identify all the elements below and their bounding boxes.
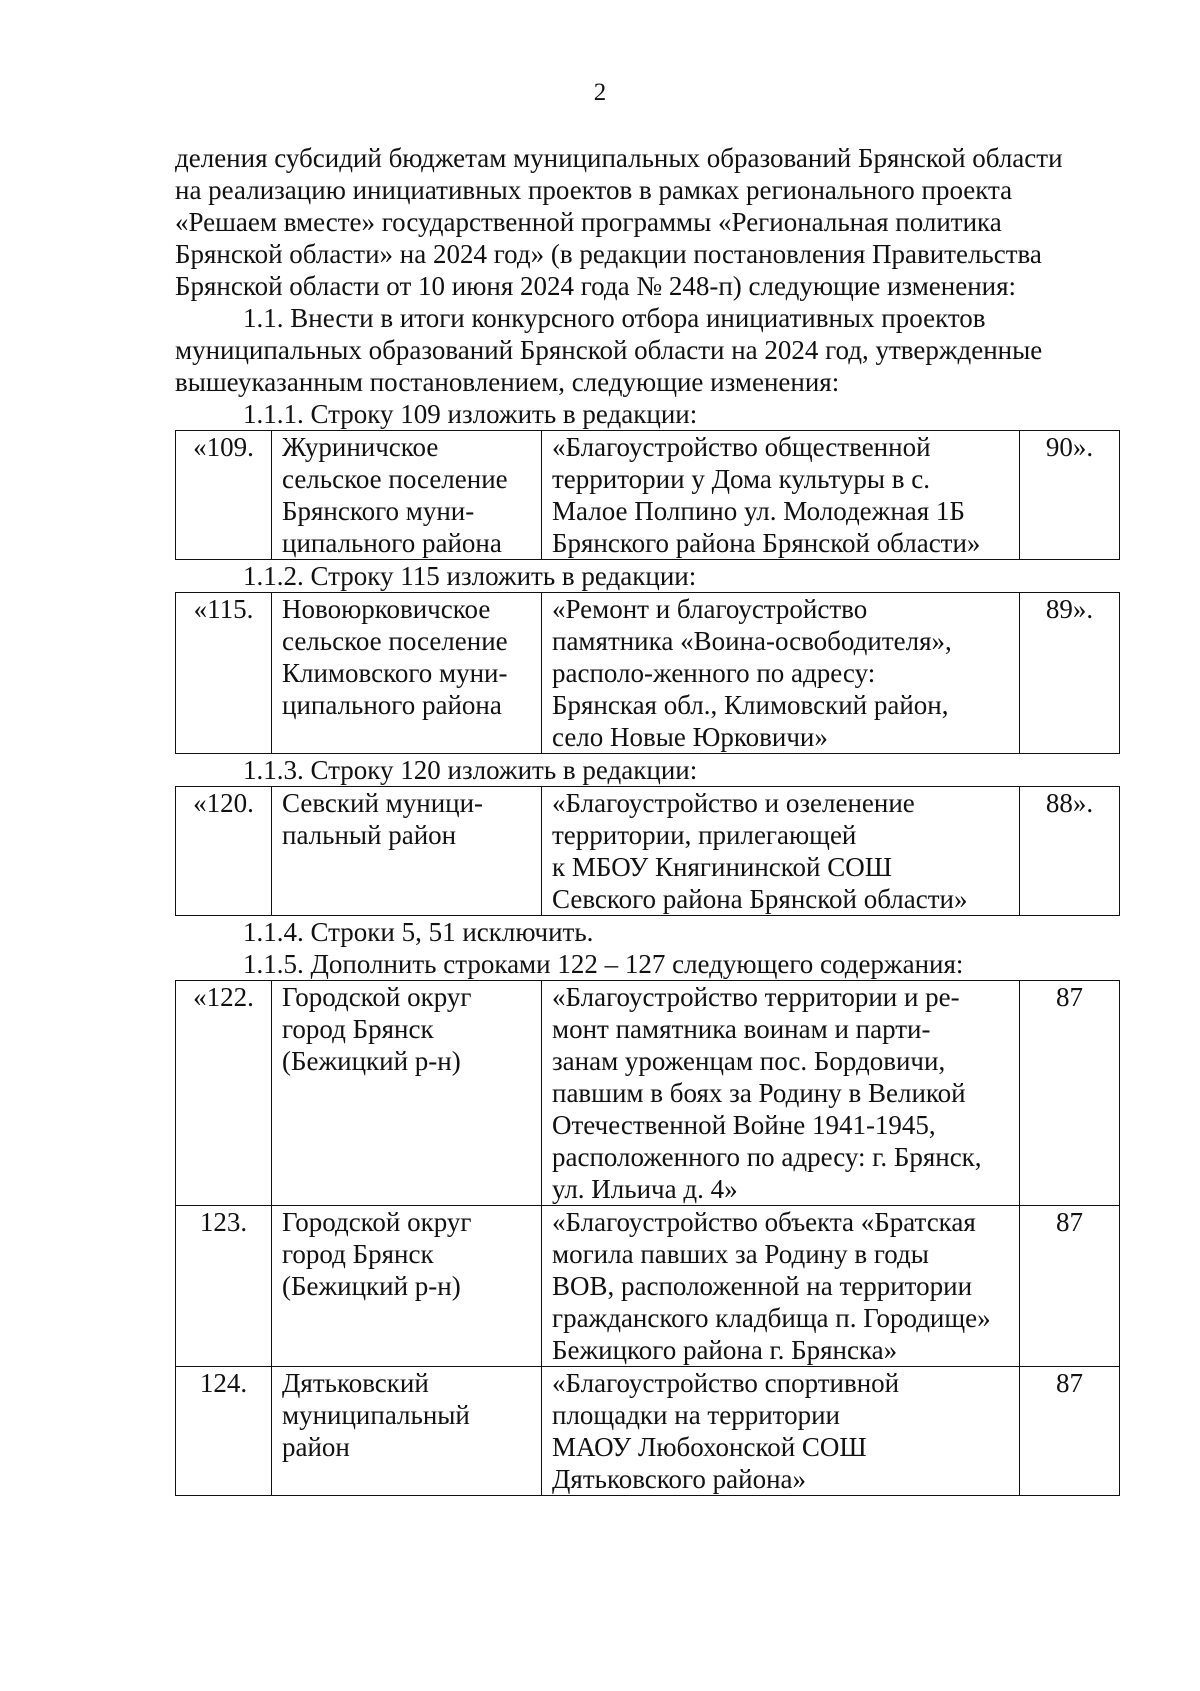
cell-line: Брянская обл., Климовский район, — [552, 690, 949, 720]
cell-line: территории, прилегающей — [552, 820, 857, 850]
cell-line: территории у Дома культуры в с. — [552, 464, 930, 494]
item-1-1-1: 1.1.1. Строку 109 изложить в редакции: — [243, 399, 698, 429]
cell-line: Журиничское — [282, 432, 439, 462]
municipality-cell — [272, 593, 542, 754]
cell-line: Дятьковского района» — [552, 1464, 807, 1494]
row-number: «115. — [176, 593, 272, 754]
intro-paragraph — [175, 142, 1120, 302]
table-row — [176, 787, 1120, 916]
project-cell — [542, 1367, 1020, 1496]
score-cell: 88». — [1020, 787, 1120, 916]
cell-line: город Брянск — [282, 1014, 434, 1044]
table-row — [176, 431, 1120, 560]
cell-line: Городской округ — [282, 982, 472, 1012]
cell-line: МАОУ Любохонской СОШ — [552, 1432, 867, 1462]
score-cell: 87 — [1020, 1367, 1120, 1496]
cell-line: Отечественной Войне 1941-1945, — [552, 1110, 936, 1140]
cell-line: район — [282, 1432, 350, 1462]
cell-line: ВОВ, расположенной на территории — [552, 1271, 973, 1301]
cell-line: муниципальный — [282, 1400, 470, 1430]
cell-line: «Ремонт и благоустройство — [552, 594, 868, 624]
municipality-cell — [272, 787, 542, 916]
row-number: «109. — [176, 431, 272, 560]
cell-line: город Брянск — [282, 1239, 434, 1269]
cell-line: Бежицкого района г. Брянска» — [552, 1335, 898, 1365]
municipality-cell — [272, 1367, 542, 1496]
row-number: «120. — [176, 787, 272, 916]
cell-line: «Благоустройство спортивной — [552, 1368, 900, 1398]
row-number: «122. — [176, 981, 272, 1206]
cell-line: к МБОУ Княгининской СОШ — [552, 852, 892, 882]
row-number: 123. — [176, 1206, 272, 1367]
project-cell — [542, 787, 1020, 916]
table-new-rows — [175, 980, 1120, 1496]
score-cell: 90». — [1020, 431, 1120, 560]
cell-line: ул. Ильича д. 4» — [552, 1174, 738, 1204]
cell-line: расположенного по адресу: г. Брянск, — [552, 1142, 982, 1172]
cell-line: павшим в боях за Родину в Великой — [552, 1078, 966, 1108]
text-line: муниципальных образований Брянской области на 2024 год, утвержденные — [175, 335, 1043, 365]
cell-line: Городской округ — [282, 1207, 472, 1237]
cell-line: ципального района — [282, 528, 502, 558]
cell-line: Новоюрковичское — [282, 594, 491, 624]
cell-line: Дятьковский — [282, 1368, 429, 1398]
cell-line: располо-женного по адресу: — [552, 658, 876, 688]
row-number: 124. — [176, 1367, 272, 1496]
cell-line: Севский муници- — [282, 788, 484, 818]
item-1-1-paragraph — [175, 302, 1120, 398]
project-cell — [542, 1206, 1020, 1367]
text-line: 1.1. Внести в итоги конкурсного отбора инициативных проектов — [243, 303, 986, 333]
cell-line: «Благоустройство территории и ре- — [552, 982, 960, 1012]
cell-line: «Благоустройство и озеленение — [552, 788, 915, 818]
table-row — [176, 593, 1120, 754]
cell-line: гражданского кладбища п. Городище» — [552, 1303, 991, 1333]
text-line: Брянской области от 10 июня 2024 года № 248-п) следующие изменения: — [175, 271, 1017, 301]
cell-line: памятника «Воина-освободителя», — [552, 626, 952, 656]
cell-line: «Благоустройство объекта «Братская — [552, 1207, 976, 1237]
cell-line: занам уроженцам пос. Бордовичи, — [552, 1046, 946, 1076]
item-1-1-4: 1.1.4. Строки 5, 51 исключить. — [243, 917, 594, 947]
page-number: 2 — [593, 79, 607, 106]
cell-line: пальный район — [282, 820, 457, 850]
cell-line: сельское поселение — [282, 464, 508, 494]
project-cell — [542, 593, 1020, 754]
cell-line: (Бежицкий р-н) — [282, 1271, 461, 1301]
cell-line: Севского района Брянской области» — [552, 884, 968, 914]
cell-line: «Благоустройство общественной — [552, 432, 931, 462]
cell-line: ципального района — [282, 690, 502, 720]
cell-line: село Новые Юрковичи» — [552, 722, 828, 752]
project-cell — [542, 431, 1020, 560]
cell-line: Климовского муни- — [282, 658, 508, 688]
text-line: вышеуказанным постановлением, следующие изменения: — [175, 367, 840, 397]
cell-line: сельское поселение — [282, 626, 508, 656]
document-body — [175, 142, 1120, 1496]
cell-line: Брянского района Брянской области» — [552, 528, 981, 558]
score-cell: 87 — [1020, 981, 1120, 1206]
item-1-1-3: 1.1.3. Строку 120 изложить в редакции: — [243, 755, 698, 785]
text-line: деления субсидий бюджетам муниципальных образований Брянской области — [175, 143, 1063, 173]
text-line: Брянской области» на 2024 год» (в редакции постановления Правительства — [175, 239, 1042, 269]
score-cell: 87 — [1020, 1206, 1120, 1367]
cell-line: Брянского муни- — [282, 496, 475, 526]
table-row-115 — [175, 592, 1120, 754]
cell-line: Малое Полпино ул. Молодежная 1Б — [552, 496, 965, 526]
municipality-cell — [272, 981, 542, 1206]
table-row — [176, 1206, 1120, 1367]
cell-line: площадки на территории — [552, 1400, 841, 1430]
item-1-1-5: 1.1.5. Дополнить строками 122 – 127 следующего содержания: — [243, 949, 964, 979]
table-row-109 — [175, 430, 1120, 560]
table-row — [176, 1367, 1120, 1496]
cell-line: (Бежицкий р-н) — [282, 1046, 461, 1076]
cell-line: монт памятника воинам и парти- — [552, 1014, 931, 1044]
table-row — [176, 981, 1120, 1206]
municipality-cell — [272, 431, 542, 560]
cell-line: могила павших за Родину в годы — [552, 1239, 929, 1269]
project-cell — [542, 981, 1020, 1206]
table-row-120 — [175, 786, 1120, 916]
text-line: на реализацию инициативных проектов в рамках регионального проекта — [175, 175, 1013, 205]
text-line: «Решаем вместе» государственной программы «Региональная политика — [175, 207, 1002, 237]
item-1-1-2: 1.1.2. Строку 115 изложить в редакции: — [243, 561, 697, 591]
municipality-cell — [272, 1206, 542, 1367]
score-cell: 89». — [1020, 593, 1120, 754]
